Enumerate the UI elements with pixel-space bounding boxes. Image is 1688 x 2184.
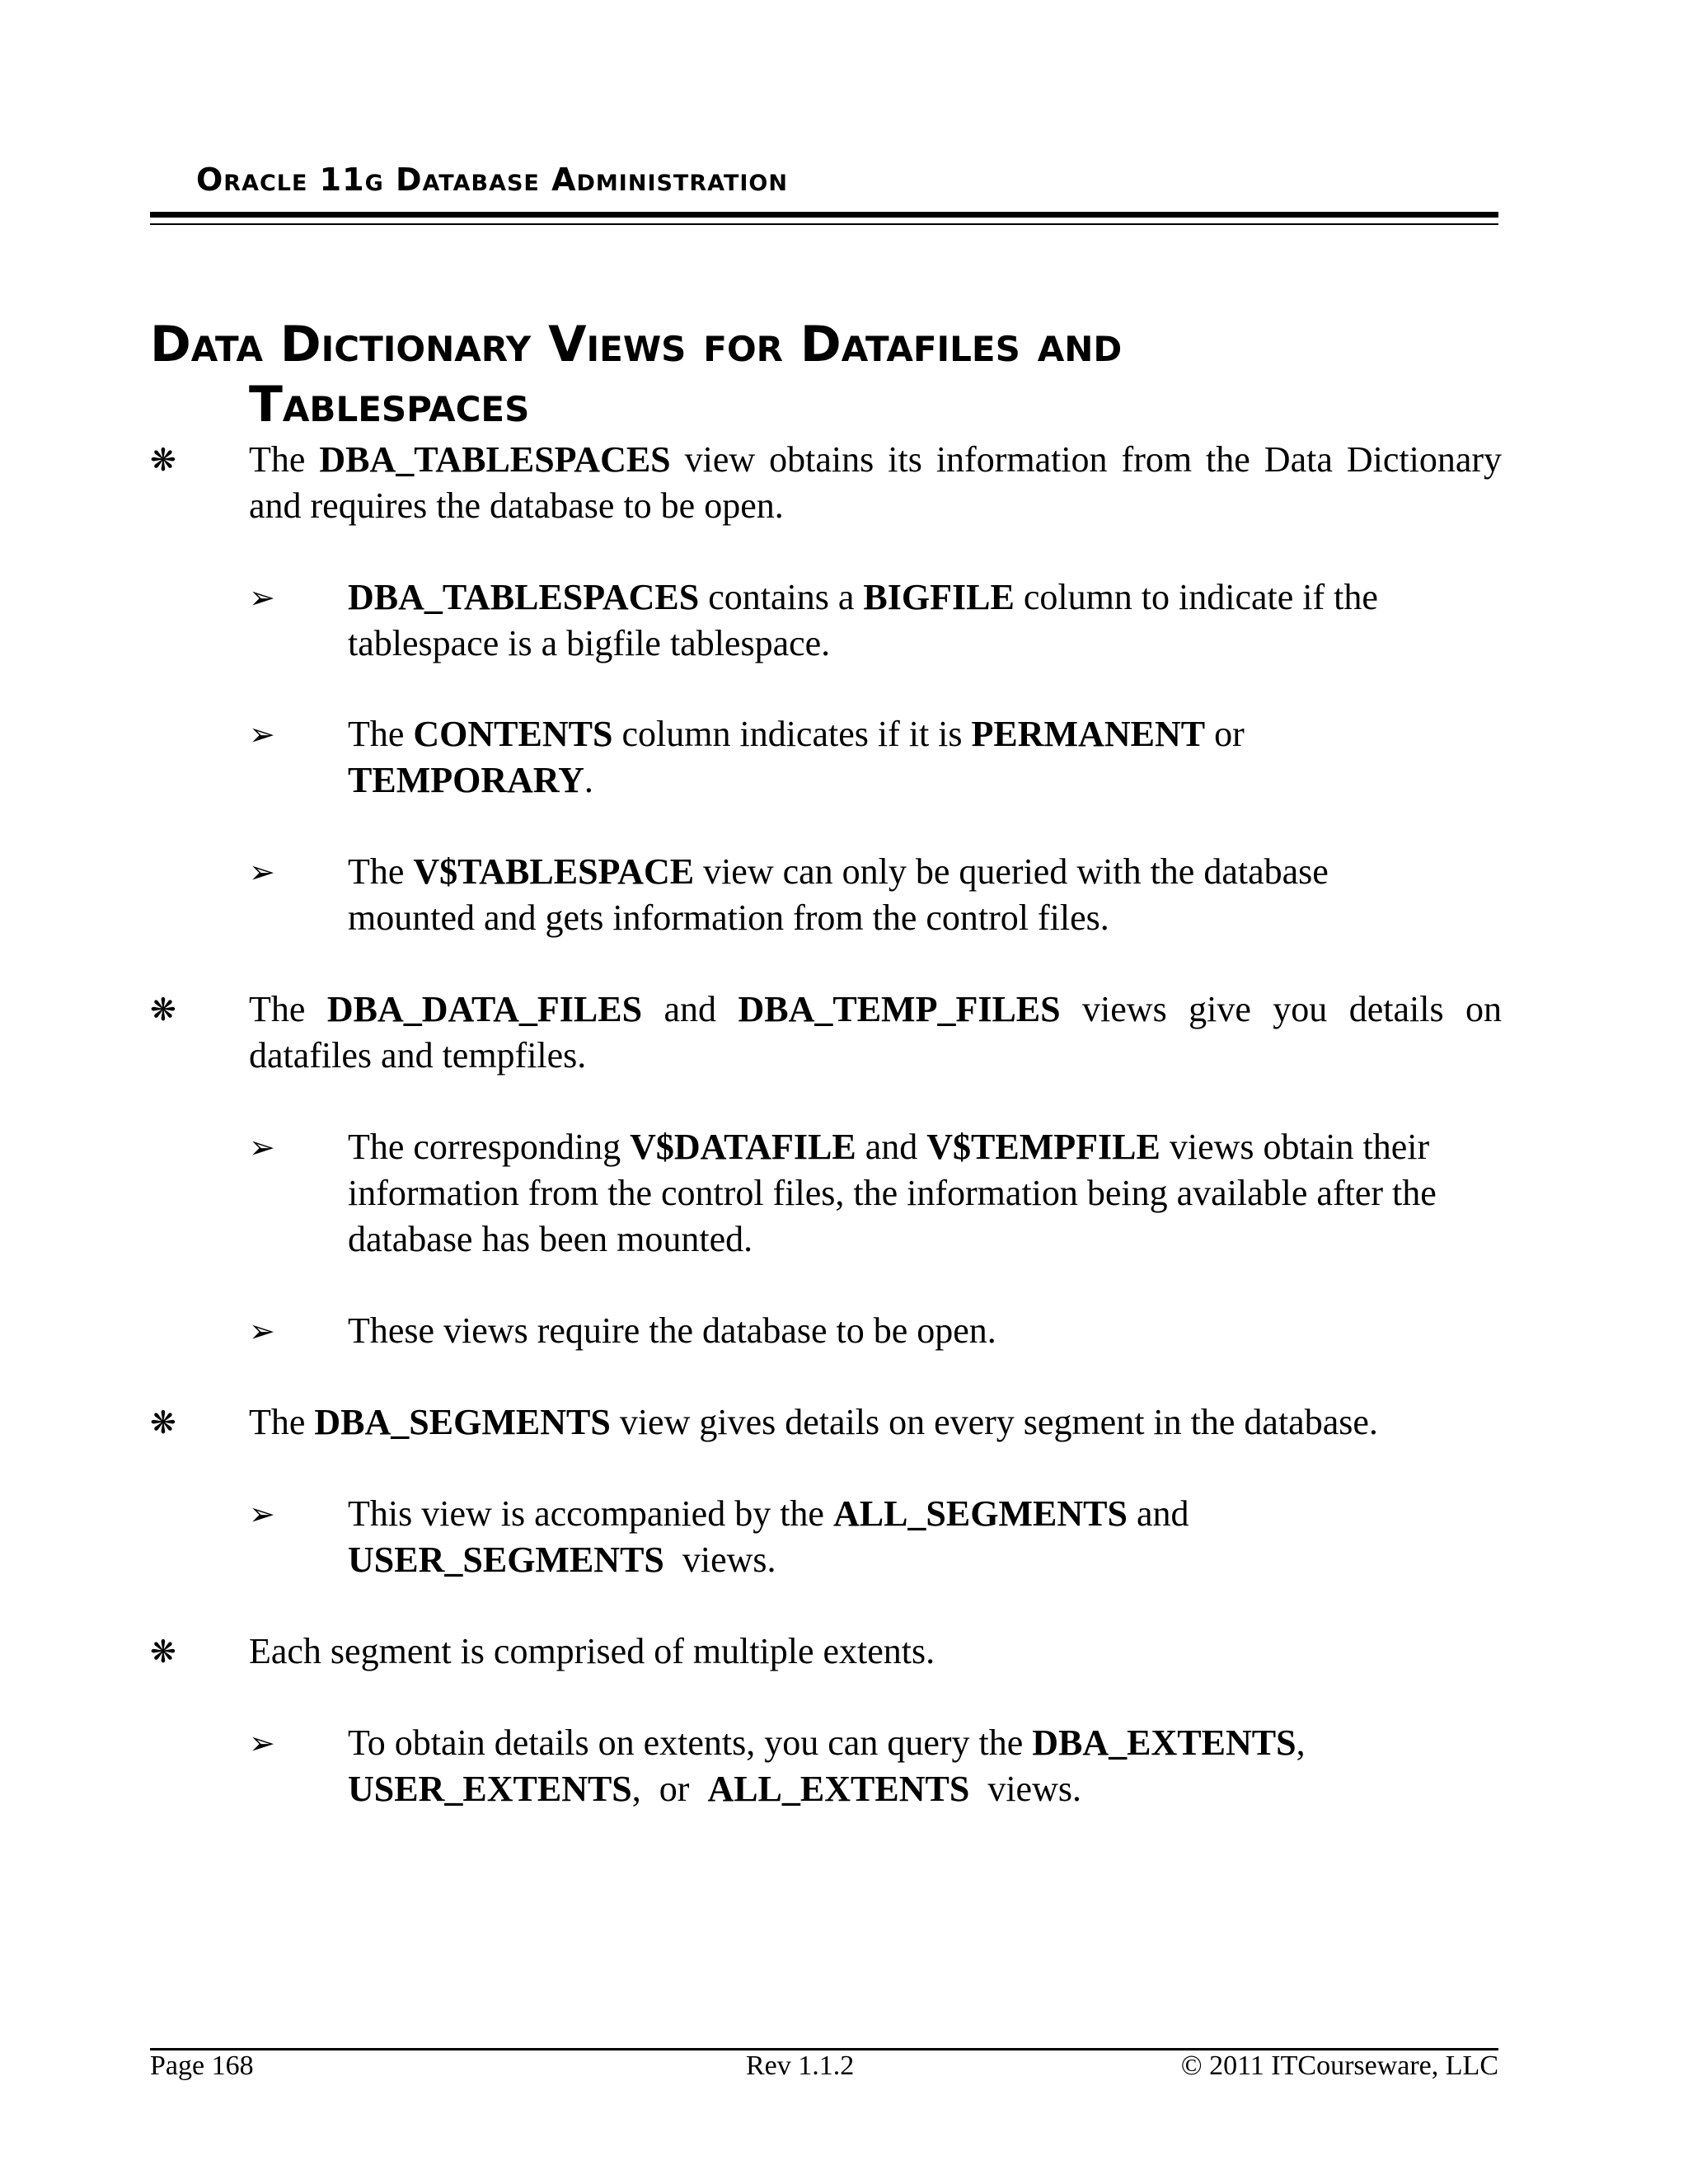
subbullet-text: To obtain details on extents, you can query the DBA_EXTENTS, USER_EXTENTS, or ALL_EXTENTS views. (348, 1722, 1306, 1809)
subbullet-text: These views require the database to be open. (348, 1310, 996, 1351)
arrowhead-bullet-icon: ➢ (249, 1129, 275, 1165)
subbullet-v-datafile (249, 1124, 1461, 1263)
snowflake-bullet-icon: ❋ (150, 991, 176, 1028)
bullet-dba-data-files (150, 987, 1502, 1079)
subbullet-text: The CONTENTS column indicates if it is PERMANENT or TEMPORARY. (348, 714, 1245, 800)
arrowhead-bullet-icon: ➢ (249, 1313, 275, 1349)
header-rule-thick (150, 212, 1498, 218)
subbullet-text: The V$TABLESPACE view can only be queried with the database mounted and gets information from the control files. (348, 851, 1329, 938)
bullet-text: The DBA_TABLESPACES view obtains its information from the Data Dictionary and requires the database to be open. (249, 439, 1503, 526)
footer-page-number: Page 168 (150, 2050, 254, 2081)
bullet-segment-extents (150, 1629, 1502, 1675)
subbullet-text: DBA_TABLESPACES contains a BIGFILE column to indicate if the tablespace is a bigfile tablespace. (348, 577, 1378, 663)
running-header: Oracle 11g Database Administration (196, 162, 788, 198)
subbullet-bigfile (249, 574, 1461, 667)
arrowhead-bullet-icon: ➢ (249, 854, 275, 890)
bullet-text: The DBA_DATA_FILES and DBA_TEMP_FILES views give you details on datafiles and tempfiles. (249, 989, 1503, 1076)
snowflake-bullet-icon: ❋ (150, 1404, 176, 1441)
arrowhead-bullet-icon: ➢ (249, 716, 275, 752)
arrowhead-bullet-icon: ➢ (249, 579, 275, 616)
arrowhead-bullet-icon: ➢ (249, 1725, 275, 1761)
header-rule-thin (150, 223, 1498, 225)
subbullet-text: This view is accompanied by the ALL_SEGMENTS and USER_SEGMENTS views. (348, 1493, 1189, 1580)
footer-copyright: © 2011 ITCourseware, LLC (1180, 2050, 1498, 2081)
subbullet-require-open (249, 1308, 1461, 1354)
section-heading-line1: Data Dictionary Views for Datafiles and (150, 316, 1123, 373)
section-heading (150, 315, 1518, 435)
subbullet-dba-extents (249, 1720, 1461, 1812)
bullet-text: The DBA_SEGMENTS view gives details on every segment in the database. (249, 1402, 1378, 1442)
snowflake-bullet-icon: ❋ (150, 1633, 176, 1670)
subbullet-contents (249, 711, 1461, 804)
subbullet-text: The corresponding V$DATAFILE and V$TEMPFILE views obtain their information from the control files, the information being available after the database has been mounted. (348, 1127, 1437, 1259)
snowflake-bullet-icon: ❋ (150, 442, 176, 478)
subbullet-v-tablespace (249, 849, 1461, 941)
arrowhead-bullet-icon: ➢ (249, 1496, 275, 1532)
bullet-dba-tablespaces (150, 437, 1502, 529)
section-heading-line2: Tablespaces (249, 376, 530, 434)
footer-revision: Rev 1.1.2 (746, 2050, 855, 2081)
bullet-text: Each segment is comprised of multiple extents. (249, 1631, 935, 1671)
subbullet-all-segments (249, 1491, 1461, 1583)
bullet-dba-segments (150, 1399, 1502, 1446)
